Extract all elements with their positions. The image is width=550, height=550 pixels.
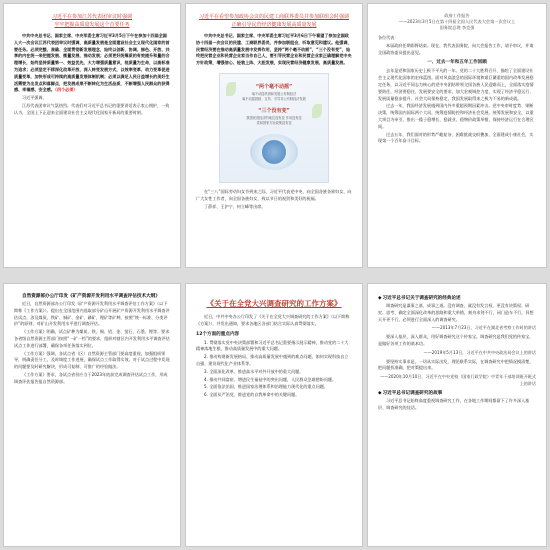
page6-story: 习近平总书记始终高度重视调查研究工作，在各地工作期间都留下了许多深入基层、调查研究的佳话。 [378, 397, 530, 410]
page1-title [14, 13, 170, 29]
page5-item-6: 6. 全面从严治党、推进党的自我革命中的关键问题。 [204, 392, 300, 398]
page5-item-3: 3. 全面深化改革、推进高水平对外开放中的重大问题。 [204, 368, 304, 374]
page1-title-line1: 习近平在参加江苏代表团审议时强调 [51, 14, 132, 20]
page6-quote-3: 要坚持实事求是，一切从实际出发，理论联系实际，在调查研究中把情况摸清楚，把问题找准确，把对策提出来。 [378, 358, 534, 371]
page5-item-4: 4. 推动共同富裕、增进民生福祉中的突出问题，人民群众急难愁盼问题。 [204, 376, 337, 382]
page4-paragraph-1: 近日，自然资源部办公厅印发《矿产资源开发利用水平调查评估工作方案》（以下简称《工作方案》）。提出在全国范围内选取部分矿山开展矿产资源开发利用水平调查评估试点，涉及煤炭、铁矿、铜矿、金矿、磷矿、锂矿等矿种，按照“统一标准、分类评价”的原则，对矿山开发利用水平进行调查评估。 [14, 301, 170, 327]
document-page-6 [368, 284, 546, 546]
page4-paragraph-3: 《工作方案》强调，各试点省（区）自然资源主管部门要高度重视，加强组织领导，明确责任分工，及时调度工作进展，确保试点工作取得实效。对于试点过程中发现的问题要及时研究解决，形成可复制、可推广的经验做法。 [14, 350, 170, 370]
page3-paragraph-3: 过去一年，我国经济发展遇到国内外多重超预期因素冲击。党中央审时度势、果断决策，统筹国内国际两个大局，统筹疫情防控和经济社会发展，统筹发展和安全，以重大项目为牵引，推出一揽子稳增长、稳就业、稳物价政策举措，保持经济运行在合理区间。 [378, 103, 534, 129]
page2-title [196, 13, 352, 29]
poster-sub-2: 毫不动摇鼓励、支持、引导非公有制经济发展 [242, 96, 306, 101]
page3-paragraph-1: 本届政府任期即将结束。现在，我代表国务院，向大会报告工作，请予审议，并请全国政协委员提出意见。 [378, 42, 534, 55]
poster-slogan-2: “三个没有变” [258, 107, 290, 114]
page5-title: 《关于在全党大兴调查研究的工作方案》 [206, 299, 342, 308]
page4-paragraph-2: 《工作方案》明确，试点矿种为煤炭、铁、铜、铝、金、萤石、石墨、锂等。要求各省级自然资源主管部门按照“一矿一档”的要求，组织对辖区内开发利用水平调查评估试点工作进行部署，确保各项任务落实到位。 [14, 329, 170, 348]
page1-title-line2: 牢牢把握高质量发展这个首要任务 [54, 22, 130, 28]
page2-title-line2: 正确引导民营经济健康发展高质量发展 [231, 22, 317, 28]
page2-paragraph-3: 丁薛祥、王沪宁、何立峰等出席。 [204, 203, 266, 209]
page3-header-title: 政府工作报告 [444, 13, 470, 18]
page5-item-1: 1. 贯彻落实党中央决策部署和习近平总书记重要指示批示精神，推动党的二十大精神落地生根，推动高质量发展中的重大问题。 [196, 339, 349, 352]
page6-quote-1-source: ——2013年7月23日，习近平在湖北省考察工作时的讲话 [431, 325, 536, 331]
poster-sub-1: 毫不动摇巩固和发展公有制经济 [251, 91, 297, 96]
page2-paragraph-2: 在“三八”国际劳动妇女节到来之际，习近平代表党中央，向全国各族各界妇女，向广大女性工作者，向全国各族妇女，致以节日的祝贺和美好的祝福。 [196, 188, 352, 201]
page1-paragraph-2: 习近平强调， [22, 95, 47, 101]
page3-paragraph-4: 过去五年，我们面对的形势严峻复杂、困难挑战交织叠加，全面建成小康社会，实现第一个百年奋斗目标。 [378, 131, 534, 144]
poster-globe-core [262, 140, 286, 164]
page6-quote-3-source: ——2020年10月10日，习近平在中央党校（国家行政学院）中青年干部培训班开班式上的讲话 [380, 374, 536, 386]
page5-item-2: 2. 推动构建新发展格局、推动高质量发展中遇到的难点问题，如何实现科技自立自强、建设现代化产业体系等。 [196, 354, 349, 366]
page3-paragraph-2: 去年是党和国家历史上极不平凡的一年。党的二十大胜利召开，描绘了全面建设社会主义现代化国家的宏伟蓝图。面对风高浪急的国际环境和艰巨繁重的国内改革发展稳定任务，以习近平同志为核心的党中央团结带领全国各族人民迎难而上，全面落实疫情要防住、经济要稳住、发展要安全的要求，加大宏观调控力度，实现了经济平稳运行、发展质量稳步提升、社会大局保持稳定，我国发展取得来之极为不易的新成就。 [378, 68, 534, 101]
page5-section-heading: 12个方面的重点内容 [196, 331, 240, 337]
page6-quote-1: 调查研究是谋事之基、成事之道。没有调查，就没有发言权，更没有决策权。研究、思考、确定全面深化改革的思路和重大举措，刻舟求剑不行，闭门造车不行，异想天开更不行，必须进行全面深入的调查研究。 [378, 303, 534, 322]
document-page-1 [4, 4, 180, 267]
page5-item-5: 5. 全面依法治国、推进国家治理体系和治理能力现代化的重点问题。 [204, 384, 328, 390]
page2-paragraph-1: 中共中央总书记、国家主席、中央军委主席习近平3月6日下午看望了参加全国政协十四届一次会议的民建、工商联界委员，并参加联组会，听取意见和建议。他强调，民营经济要在推动高质量发展中发挥作用，坚持“两个毫不动摇”，“三个没有变”，始终把民营企业和民营企业家当作自己人，要引导民营企业和民营企业家正确理解党中央方针政策，增强信心、轻装上阵、大胆发展，实现民营经济健康发展、高质量发展。 [196, 33, 352, 66]
document-page-3 [368, 4, 546, 267]
page3-section-heading: 一、过去一年和五年工作回顾 [427, 60, 487, 66]
page6-heading-2: ◆ 习近平总书记调查研究的故事 [378, 390, 536, 397]
document-page-2 [186, 4, 362, 267]
page3-greeting: 各位代表： [378, 35, 399, 40]
page6-quote-2-source: ——2019年5月13日，习近平在中共中央政治局会议上的讲话 [423, 349, 536, 355]
page1-paragraph-3: 江苏代表团审议气氛热烈。代表们对习近平总书记的重要讲话表示衷心拥护，一致认为，全国上下正迎来全面建设社会主义现代化国家开新局的重要时刻。 [14, 102, 170, 115]
page5-intro: 近日，中共中央办公厅印发了《关于在全党大兴调查研究的工作方案》（以下简称《方案》），并发出通知，要求各地区各部门结合实际认真贯彻落实。 [196, 314, 350, 326]
page3-header-subtitle: ——2023年3月5日在第十四届全国人民代表大会第一次会议上 [398, 19, 516, 24]
page3-header-author: 国务院总理 李克强 [439, 25, 475, 30]
page4-paragraph-4: 《工作方案》要求，各试点省份应当于2023年底前完成调查评估试点工作，形成调查评估报告报自然资源部。 [14, 371, 168, 384]
page1-highlight: （四个必须） [54, 87, 78, 93]
page6-quote-2: 要深入基层，深入群众，用好调查研究这个传家宝。调查研究是我们党的传家宝，是做好各项工作的基本功。 [378, 334, 534, 346]
policy-poster-image [219, 73, 329, 183]
poster-slogan-1: “两个毫不动摇” [255, 83, 293, 90]
poster-sub-4: 党和国家方针政策没有变 [256, 120, 292, 125]
page4-title: 自然资源部办公厅印发《矿产资源开发利用水平调查评估技术大纲》 [22, 294, 160, 299]
document-page-5 [186, 284, 362, 546]
page2-title-line1: 习近平在看望参加政协会议的民建工商联界委员并参加联组会时强调 [198, 14, 349, 20]
page1-paragraph-1: 中共中央总书记、国家主席、中央军委主席习近平3月5日下午在参加十四届全国人大一次会议江苏代表团审议时强调，高质量发展是全面建设社会主义现代化国家的首要任务。必须完整、准确、全面贯彻新发展理念，始终以创新、协调、绿色、开放、共享的内在统一来把握发展、衡量发展、推动发展；必须更好统筹质的有效提升和量的合理增长，始终坚持质量第一、效益优先，大力增强质量意识，视质量为生命，以高标准为追求；必须坚定不移深化改革开放、深入转变发展方式，以效率变革、动力变革促进质量变革，加快形成可持续的高质量发展体制机制；必须以满足人民日益增长的美好生活需要为出发点和落脚点，把发展成果不断转化为生活品质，不断增强人民群众的获得感、幸福感、安全感。（四个必须） [14, 33, 170, 93]
page6-heading-1: ◆ 习近平总书记关于调查研究的经典论述 [378, 295, 536, 302]
poster-sub-3: 我国民营经济的地位没有变 作用没有变 [246, 115, 302, 120]
document-page-4 [4, 284, 180, 546]
